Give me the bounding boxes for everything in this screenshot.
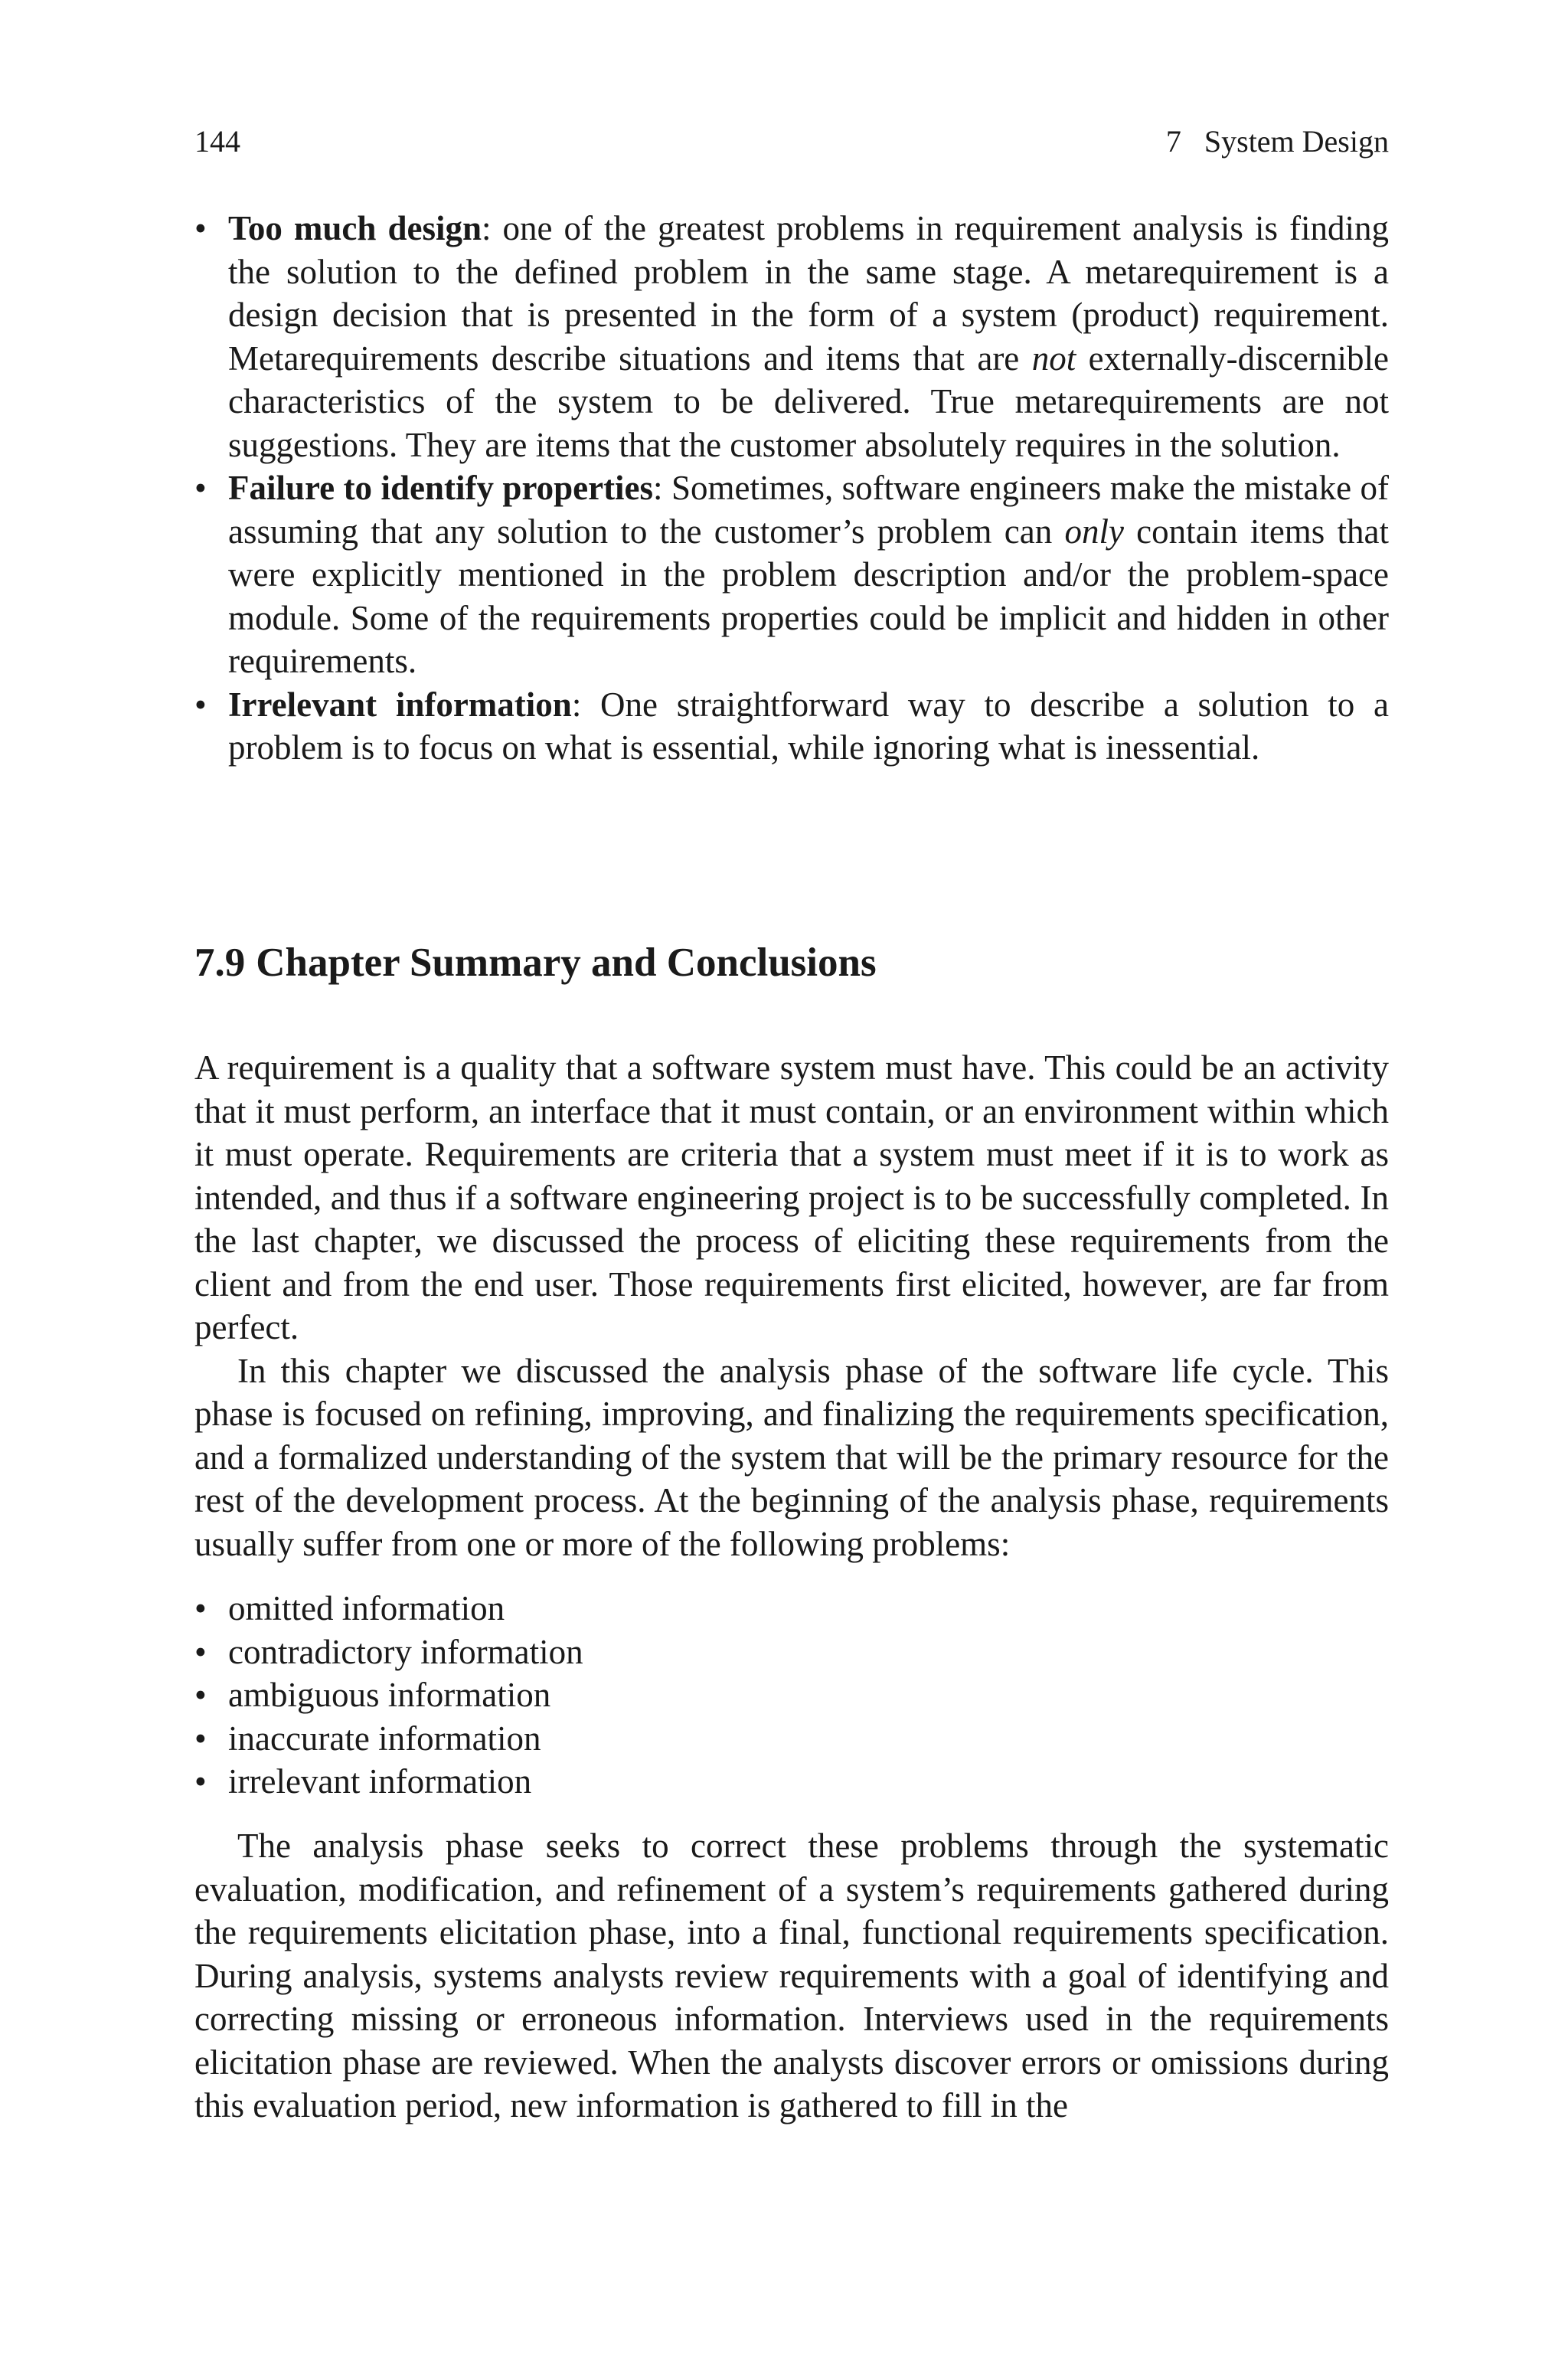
list-item-text: inaccurate information bbox=[228, 1719, 541, 1758]
bullet-icon: • bbox=[194, 209, 207, 247]
list-item bbox=[194, 1717, 1389, 1761]
chapter-title: 7 System Design bbox=[1165, 124, 1389, 159]
bullet-icon: • bbox=[194, 469, 207, 507]
bullet-lead: Too much design bbox=[228, 209, 482, 247]
bullet-text: : One straightforward way to describe a solution to a problem is to focus on what is essential, while ignoring what is inessential. bbox=[228, 685, 1389, 767]
list-item bbox=[194, 683, 1389, 770]
list-item bbox=[194, 1587, 1389, 1631]
bullet-lead: Irrelevant information bbox=[228, 685, 572, 724]
bullet-emphasis: only bbox=[1064, 512, 1124, 551]
list-item bbox=[194, 1760, 1389, 1804]
list-item bbox=[194, 466, 1389, 683]
bullet-lead: Failure to identify properties bbox=[228, 469, 654, 507]
summary-body bbox=[194, 1046, 1389, 1565]
section-heading bbox=[194, 938, 1389, 987]
requirement-problems-list bbox=[194, 207, 1389, 770]
bullet-emphasis: not bbox=[1031, 339, 1076, 378]
bullet-icon: • bbox=[194, 1632, 207, 1671]
bullet-icon: • bbox=[194, 685, 207, 724]
list-item-text: ambiguous information bbox=[228, 1676, 551, 1714]
section-number: 7.9 bbox=[194, 940, 246, 985]
list-item-text: omitted information bbox=[228, 1589, 505, 1627]
closing-body bbox=[194, 1824, 1389, 2128]
bullet-text: : one of the greatest problems in requirement analysis is finding the solution to the defined problem in the same stage. A metarequirement is a design decision that is presented in the form of a system (product) requirement. Metarequirements describe situations and items that are bbox=[228, 209, 1390, 378]
list-item bbox=[194, 1631, 1389, 1674]
bullet-icon: • bbox=[194, 1762, 207, 1801]
page-number: 144 bbox=[194, 124, 240, 159]
list-item-text: contradictory information bbox=[228, 1632, 583, 1671]
list-item bbox=[194, 207, 1389, 466]
bullet-text-after: externally-discernible characteristics of the system to be delivered. True metarequirements are not suggestions. They are items that the customer absolutely requires in the solution. bbox=[228, 339, 1389, 464]
bullet-icon: • bbox=[194, 1676, 207, 1714]
summary-paragraph: A requirement is a quality that a software system must have. This could be an activity that it must perform, an interface that it must contain, or an environment within which it must operate. Requirements are criteria that a system must meet if it is to work as intended, and thus if a software engineering project is to be successfully completed. In the last chapter, we discussed the process of eliciting these requirements from the client and from the end user. Those requirements first elicited, however, are far from perfect. bbox=[194, 1048, 1389, 1346]
bullet-text: : Sometimes, software engineers make the mistake of assuming that any solution to the customer’s problem can bbox=[228, 469, 1389, 551]
bullet-icon: • bbox=[194, 1589, 207, 1627]
bullet-icon: • bbox=[194, 1719, 207, 1758]
bullet-text-after: contain items that were explicitly mentioned in the problem description and/or the problem-space module. Some of the requirements properties could be implicit and hidden in other requirements. bbox=[228, 512, 1390, 680]
section-title: Chapter Summary and Conclusions bbox=[256, 940, 877, 985]
list-item bbox=[194, 1673, 1389, 1717]
summary-paragraph: In this chapter we discussed the analysis phase of the software life cycle. This phase is focused on refining, improving, and finalizing the requirements specification, and a formalized understanding of the system that will be the primary resource for the rest of the development process. At the beginning of the analysis phase, requirements usually suffer from one or more of the following problems: bbox=[194, 1351, 1389, 1563]
problem-list bbox=[194, 1587, 1389, 1804]
closing-paragraph: The analysis phase seeks to correct these problems through the systematic evaluation, modification, and refinement of a system’s requirements gathered during the requirements elicitation phase, into a final, functional requirements specification. During analysis, systems analysts review requirements with a goal of identifying and correcting missing or erroneous information. Interviews used in the requirements elicitation phase are reviewed. When the analysts discover errors or omissions during this evaluation period, new information is gathered to fill in the bbox=[194, 1827, 1389, 2124]
list-item-text: irrelevant information bbox=[228, 1762, 532, 1801]
